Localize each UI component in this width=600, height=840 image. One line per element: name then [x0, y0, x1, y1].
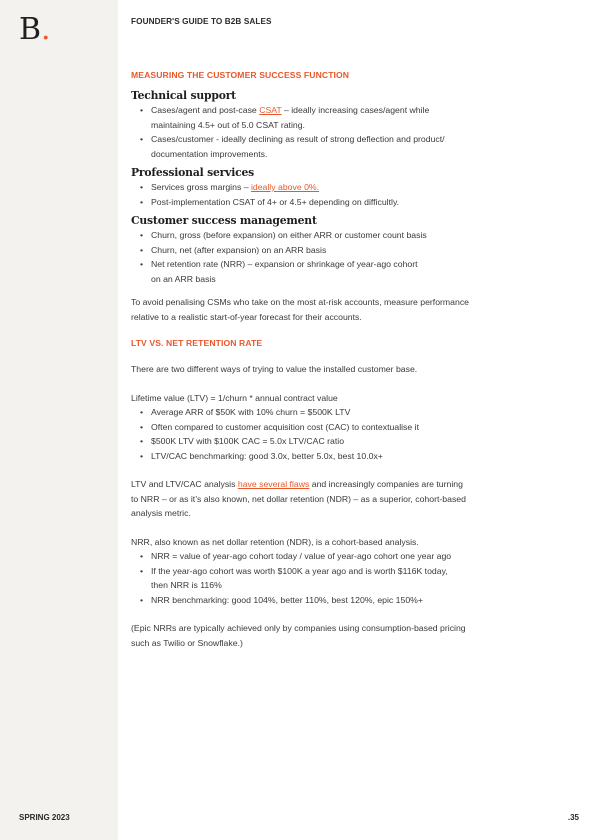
list-item: • Churn, net (after expansion) on an ARR basis [131, 243, 531, 258]
csat-link[interactable]: CSAT [259, 105, 282, 115]
footer-edition: SPRING 2023 [19, 813, 70, 822]
list-item: • Average ARR of $50K with 10% churn = $500K LTV [131, 405, 531, 420]
list-item: • Churn, gross (before expansion) on either ARR or customer count basis [131, 228, 531, 243]
several-flaws-link[interactable]: have several flaws [237, 479, 310, 489]
footer-page-number: .35 [567, 813, 579, 822]
professional-services-list [131, 180, 531, 209]
list-item: • Net retention rate (NRR) – expansion or shrinkage of year-ago cohort on an ARR basis [131, 257, 531, 286]
list-item: • Services gross margins – ideally above 0%. [131, 180, 531, 195]
list-item: • Cases/agent and post-case CSAT – ideally increasing cases/agent while maintaining 4.5+ out of 5.0 CSAT rating. [131, 103, 531, 132]
list-item: • Post-implementation CSAT of 4+ or 4.5+ depending on difficultly. [131, 195, 531, 210]
nrr-list [131, 549, 531, 607]
list-item: • NRR = value of year-ago cohort today / value of year-ago cohort one year ago [131, 549, 531, 564]
logo-dot: . [41, 12, 51, 47]
ltv-definition: Lifetime value (LTV) = 1/churn * annual contract value [131, 392, 338, 403]
list-item: • If the year-ago cohort was worth $100K a year ago and is worth $116K today, then NRR is 116% [131, 564, 531, 593]
ltv-intro: There are two different ways of trying to value the installed customer base. [131, 364, 418, 374]
ltv-flaws-paragraph: LTV and LTV/CAC analysis have several flaws and increasingly companies are turning to NRR – or as it’s also known, net dollar retention (NDR) – as a superior, cohort-based analysis metric. [131, 479, 466, 518]
list-item: • NRR benchmarking: good 104%, better 110%, best 120%, epic 150%+ [131, 593, 531, 608]
list-item: • Cases/customer - ideally declining as result of strong deflection and product/ documentation improvements. [131, 132, 531, 161]
closing-note: (Epic NRRs are typically achieved only by companies using consumption-based pricing such as Twilio or Snowflake.) [131, 623, 466, 648]
technical-support-list [131, 103, 531, 161]
sidebar-panel [0, 0, 118, 840]
section-heading-ltv-vs-nrr: LTV VS. NET RETENTION RATE [131, 338, 263, 348]
list-item: • $500K LTV with $100K CAC = 5.0x LTV/CAC ratio [131, 434, 531, 449]
csm-list [131, 228, 531, 286]
ltv-list [131, 405, 531, 463]
gross-margins-link[interactable]: ideally above 0%. [250, 182, 320, 192]
subheading-professional-services: Professional services [131, 166, 255, 179]
subheading-customer-success-management: Customer success management [131, 214, 317, 227]
section-heading-customer-success: MEASURING THE CUSTOMER SUCCESS FUNCTION [131, 70, 350, 80]
list-item: • LTV/CAC benchmarking: good 3.0x, better 5.0x, best 10.0x+ [131, 449, 531, 464]
subheading-technical-support: Technical support [131, 89, 236, 102]
list-item: • Often compared to customer acquisition cost (CAC) to contextualise it [131, 420, 531, 435]
guide-title: FOUNDER'S GUIDE TO B2B SALES [131, 17, 272, 26]
nrr-definition: NRR, also known as net dollar retention (NDR), is a cohort-based analysis. [131, 536, 419, 547]
brand-logo: B. [19, 12, 51, 47]
page-content [131, 70, 531, 650]
csm-note: To avoid penalising CSMs who take on the most at-risk accounts, measure performance relative to a realistic start-of-year forecast for their accounts. [131, 297, 470, 322]
